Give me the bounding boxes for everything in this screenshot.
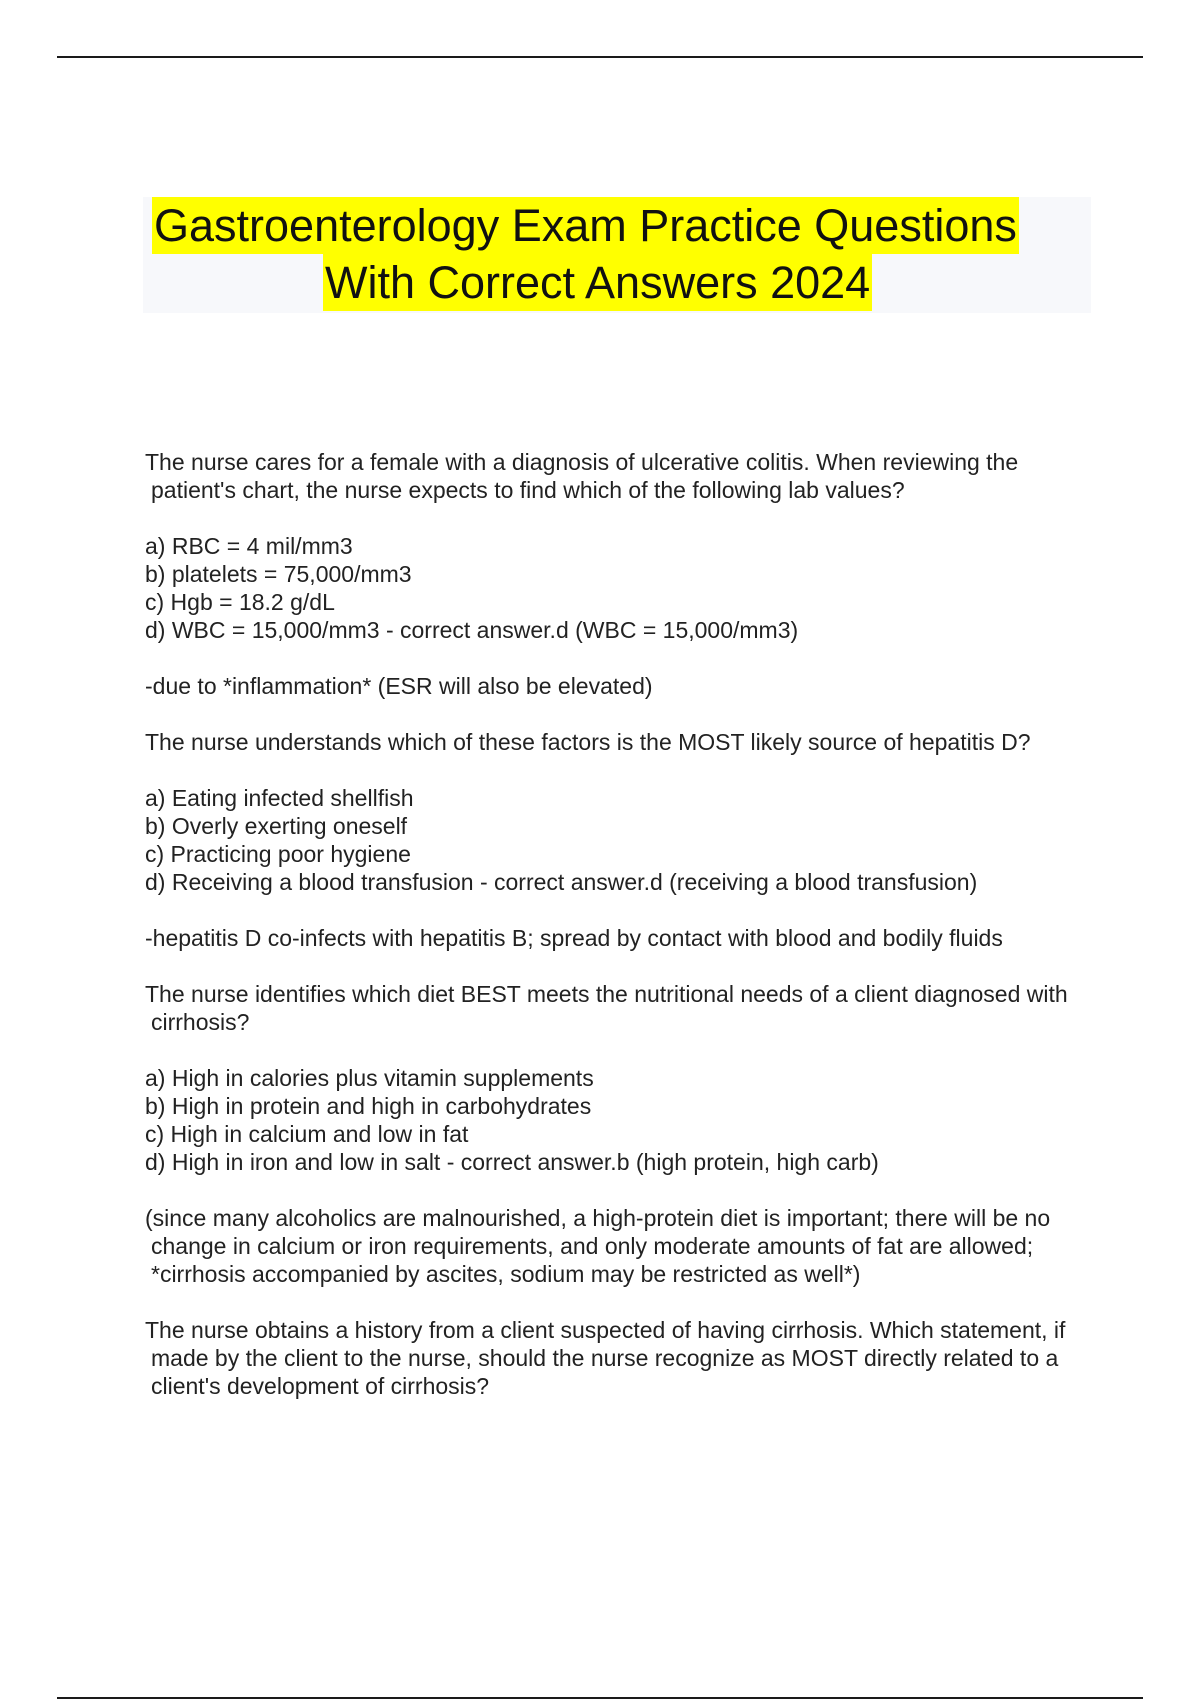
document-body [145, 448, 1095, 1428]
title-line-2: With Correct Answers 2024 [323, 254, 872, 311]
title-line-1: Gastroenterology Exam Practice Questions [152, 197, 1019, 254]
option-2c: c) Practicing poor hygiene [145, 841, 411, 867]
option-3b: b) High in protein and high in carbohydrates [145, 1093, 592, 1119]
options-list-2 [145, 784, 1095, 896]
question-1: The nurse cares for a female with a diagnosis of ulcerative colitis. When reviewing the patient's chart, the nurse expects to find which of the following lab values? [145, 449, 1019, 503]
option-1c: c) Hgb = 18.2 g/dL [145, 589, 335, 615]
option-2b: b) Overly exerting oneself [145, 813, 408, 839]
rationale-3: (since many alcoholics are malnourished, a high-protein diet is important; there will be no change in calcium or iron requirements, and only moderate amounts of fat are allowed; *cirrhosis accompanied by ascites, sodium may be restricted as well*) [145, 1205, 1051, 1287]
options-list-1 [145, 532, 1095, 644]
question-2: The nurse understands which of these factors is the MOST likely source of hepatitis D? [145, 729, 1031, 755]
option-1a: a) RBC = 4 mil/mm3 [145, 533, 353, 559]
option-2a: a) Eating infected shellfish [145, 785, 414, 811]
rationale-2: -hepatitis D co-infects with hepatitis B; spread by contact with blood and bodily fluids [145, 925, 1003, 951]
option-3d: d) High in iron and low in salt - correct answer.b (high protein, high carb) [145, 1149, 879, 1175]
bottom-rule [57, 1697, 1143, 1699]
option-1b: b) platelets = 75,000/mm3 [145, 561, 412, 587]
option-3a: a) High in calories plus vitamin supplements [145, 1065, 594, 1091]
question-4: The nurse obtains a history from a client suspected of having cirrhosis. Which statement, if made by the client to the nurse, should the nurse recognize as MOST directly related to a client's development of cirrhosis? [145, 1317, 1066, 1399]
option-2d: d) Receiving a blood transfusion - correct answer.d (receiving a blood transfusion) [145, 869, 978, 895]
option-1d: d) WBC = 15,000/mm3 - correct answer.d (WBC = 15,000/mm3) [145, 617, 799, 643]
question-3: The nurse identifies which diet BEST meets the nutritional needs of a client diagnosed with cirrhosis? [145, 981, 1068, 1035]
options-list-3 [145, 1064, 1095, 1176]
document-title [143, 197, 1091, 313]
option-3c: c) High in calcium and low in fat [145, 1121, 469, 1147]
rationale-1: -due to *inflammation* (ESR will also be elevated) [145, 673, 653, 699]
top-rule [57, 56, 1143, 58]
